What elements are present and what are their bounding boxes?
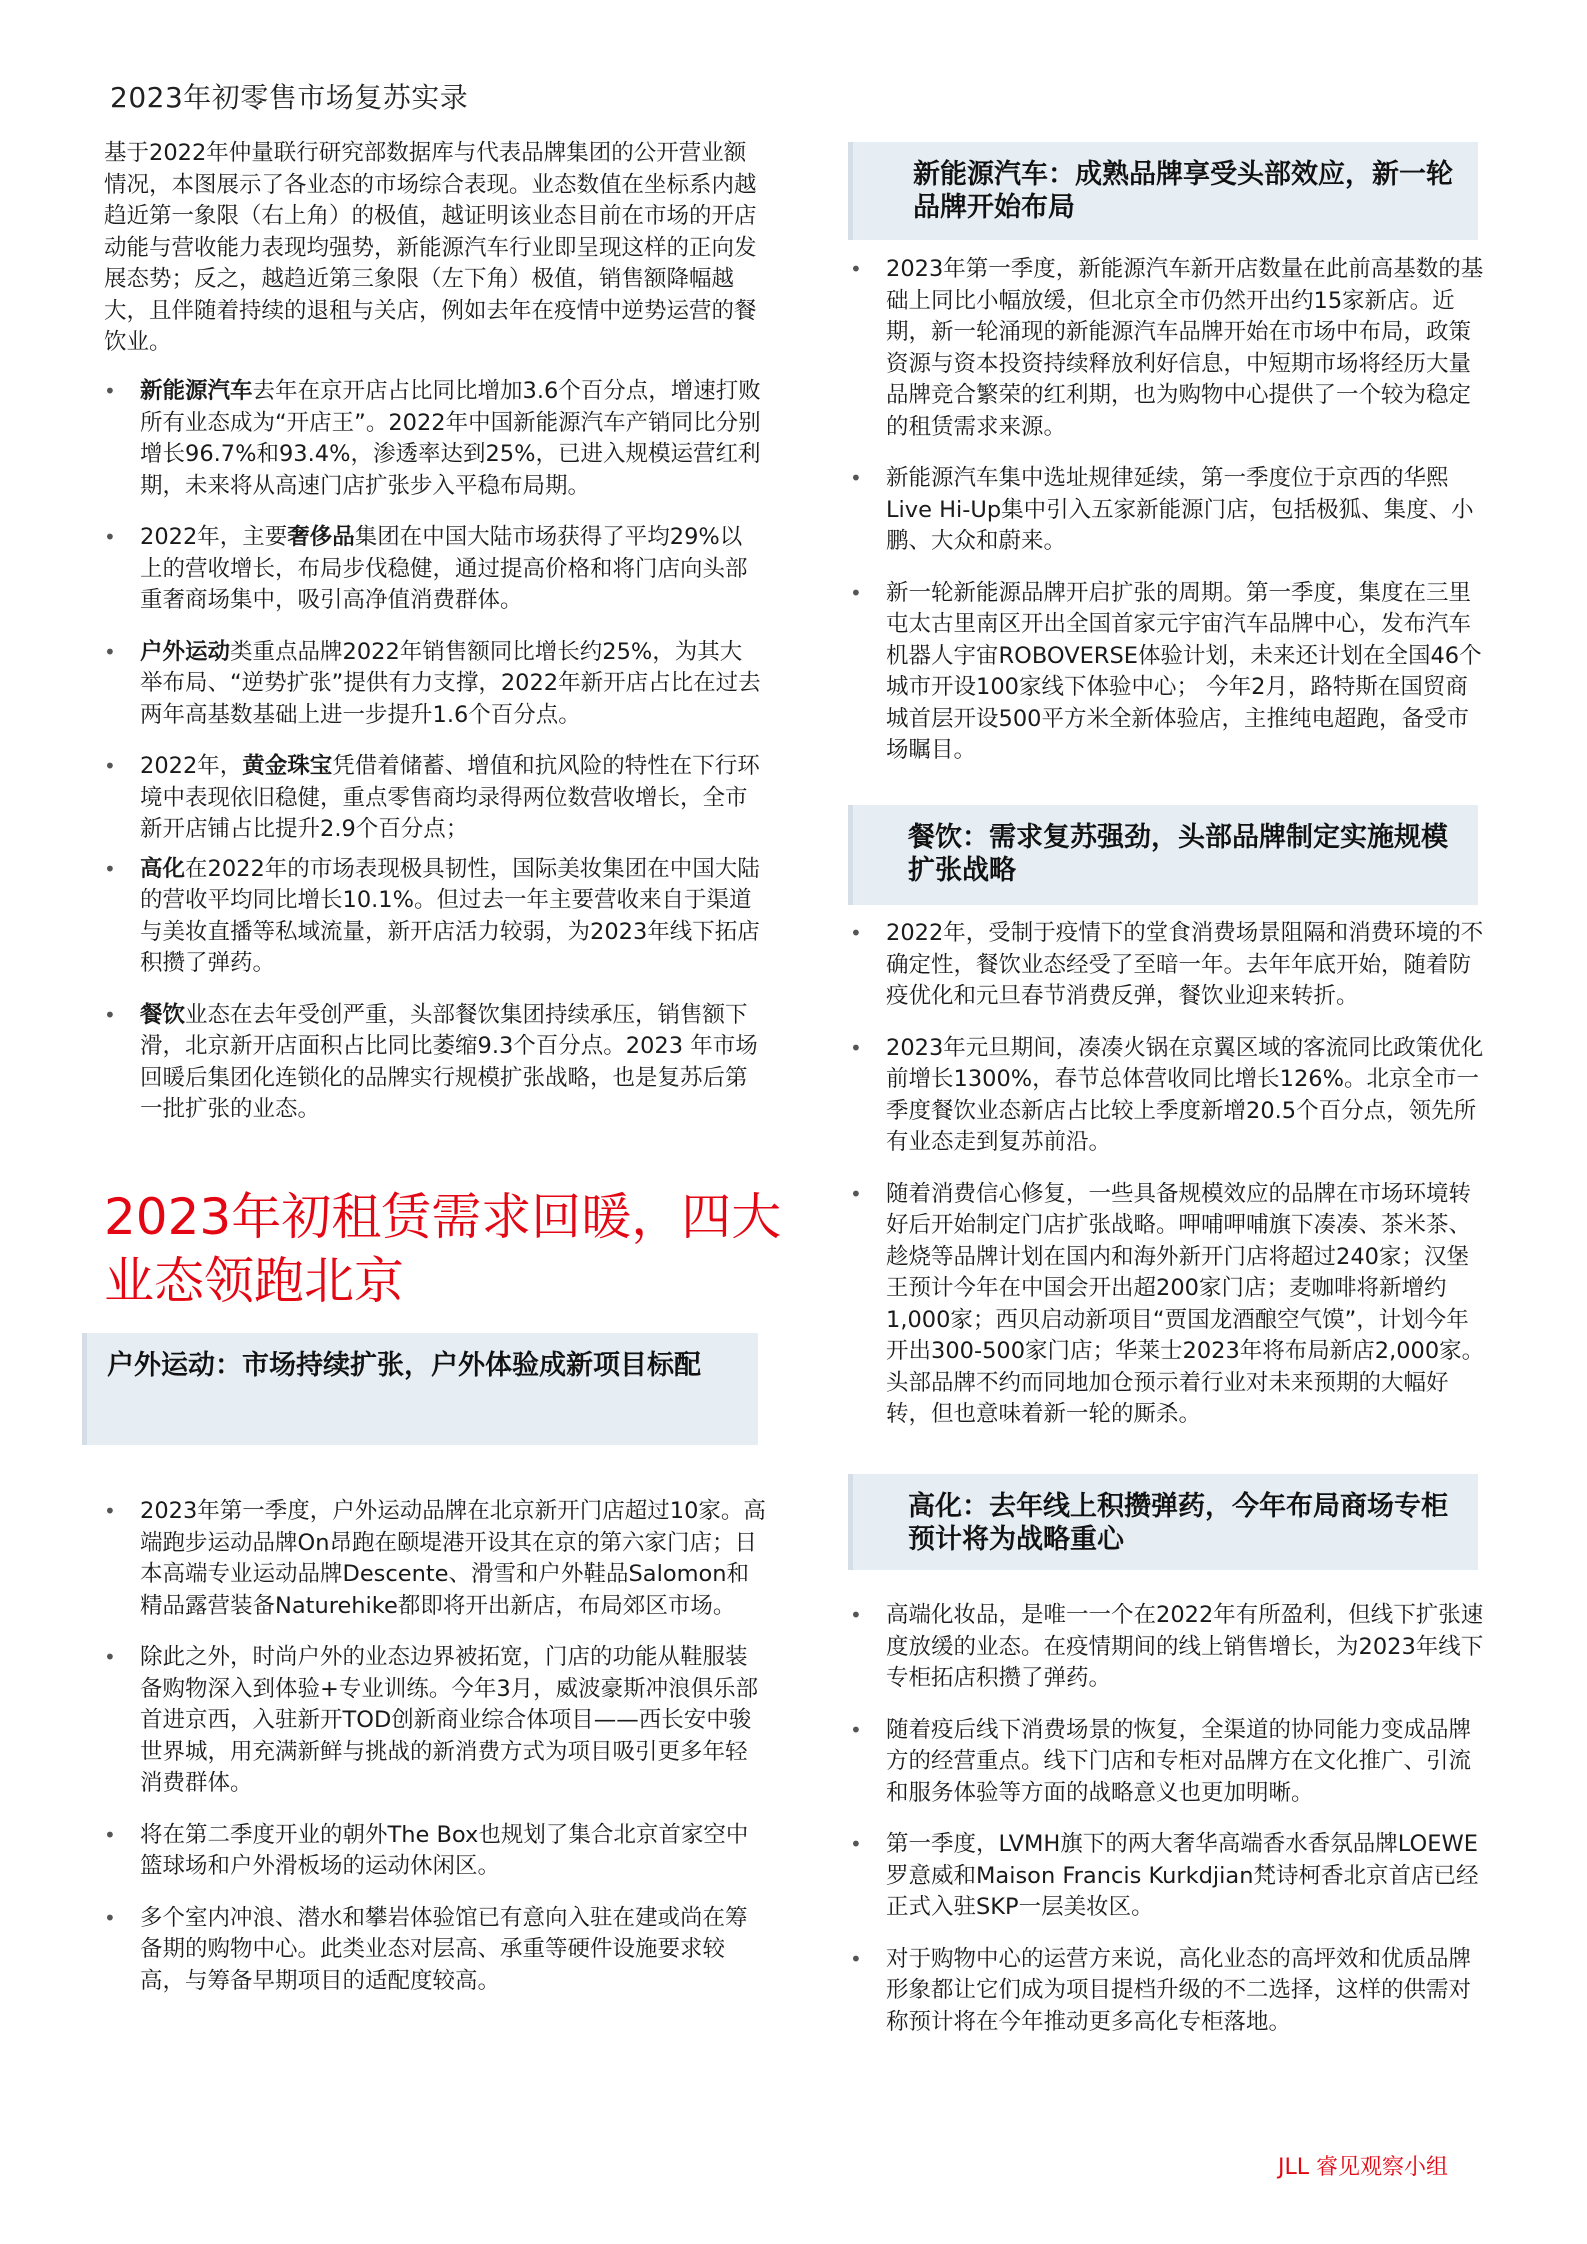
list-item: • 高端化妆品，是唯一一个在2022年有所盈利，但线下扩张速度放缓的业态。在疫情期间的线上销售增长，为2023年线下专柜拓店积攒了弹药。 xyxy=(850,1600,1485,1695)
section-title: 2023年初租赁需求回暖，四大业态领跑北京 xyxy=(104,1188,782,1310)
cosmetics-header-bar xyxy=(848,1474,1478,1570)
list-item: • 2022年，受制于疫情下的堂食消费场景阻隔和消费环境的不确定性，餐饮业态经受了至暗一年。去年年底开始，随着防疫优化和元旦春节消费反弹，餐饮业迎来转折。 xyxy=(850,918,1485,1013)
list-item: • 2023年元旦期间，凑凑火锅在京翼区域的客流同比政策优化前增长1300%，春节总体营收同比增长126%。北京全市一季度餐饮业态新店占比较上季度新增20.5个百分点，领先所有业态走到复苏前沿。 xyxy=(850,1033,1485,1159)
list-item: • 随着消费信心修复，一些具备规模效应的品牌在市场环境转好后开始制定门店扩张战略。呷哺呷哺旗下凑凑、茶米茶、趁烧等品牌计划在国内和海外新开门店将超过240家；汉堡王预计今年在中国会开出超200家门店；麦咖啡将新增约1,000家；西贝启动新项目“贾国龙酒酿空气馍”，计划今年开出300-500家门店；华莱士2023年将布局新店2,000家。头部品牌不约而同地加仓预示着行业对未来预期的大幅好转，但也意味着新一轮的厮杀。 xyxy=(850,1179,1485,1431)
list-item: • 多个室内冲浪、潜水和攀岩体验馆已有意向入驻在建或尚在筹备期的购物中心。此类业态对层高、承重等硬件设施要求较高，与筹备早期项目的适配度较高。 xyxy=(104,1903,766,1998)
list-item: • 2023年第一季度，户外运动品牌在北京新开门店超过10家。高端跑步运动品牌On昂跑在颐堤港开设其在京的第六家门店；日本高端专业运动品牌Descente、滑雪和户外鞋品Salomon和精品露营装备Naturehike都即将开出新店，布局郊区市场。 xyxy=(104,1496,766,1622)
list-item: • 2022年，黄金珠宝凭借着储蓄、增值和抗风险的特性在下行环境中表现依旧稳健，重点零售商均录得两位数营收增长，全市新开店铺占比提升2.9个百分点； xyxy=(104,751,764,846)
list-item: • 餐饮业态在去年受创严重，头部餐饮集团持续承压，销售额下滑，北京新开店面积占比同比萎缩9.3个百分点。2023 年市场回暖后集团化连锁化的品牌实行规模扩张战略，也是复苏后第一批扩张的业态。 xyxy=(104,1000,764,1126)
list-item: • 随着疫后线下消费场景的恢复，全渠道的协同能力变成品牌方的经营重点。线下门店和专柜对品牌方在文化推广、引流和服务体验等方面的战略意义也更加明晰。 xyxy=(850,1715,1485,1810)
outdoor-header-bar xyxy=(82,1333,758,1445)
nev-list xyxy=(850,254,1485,787)
list-item: • 新能源汽车集中选址规律延续，第一季度位于京西的华熙Live Hi-Up集中引入五家新能源门店，包括极狐、集度、小鹏、大众和蔚来。 xyxy=(850,463,1485,558)
page-header: 2023年初零售市场复苏实录 xyxy=(110,81,469,114)
intro-paragraph: 基于2022年仲量联行研究部数据库与代表品牌集团的公开营业额情况，本图展示了各业态的市场综合表现。业态数值在坐标系内越趋近第一象限（右上角）的极值，越证明该业态目前在市场的开店动能与营收能力表现均强势，新能源汽车行业即呈现这样的正向发展态势；反之，越趋近第三象限（左下角）极值，销售额降幅越大，且伴随着持续的退租与关店，例如去年在疫情中逆势运营的餐饮业。 xyxy=(104,140,757,355)
nev-title: 新能源汽车：成熟品牌享受头部效应，新一轮品牌开始布局 xyxy=(913,159,1453,223)
outdoor-title: 户外运动：市场持续扩张，户外体验成新项目标配 xyxy=(107,1350,701,1381)
list-item: • 将在第二季度开业的朝外The Box也规划了集合北京首家空中篮球场和户外滑板场的运动休闲区。 xyxy=(104,1820,766,1883)
list-item: • 2023年第一季度，新能源汽车新开店数量在此前高基数的基础上同比小幅放缓，但北京全市仍然开出约15家新店。近期，新一轮涌现的新能源汽车品牌开始在市场中布局，政策资源与资本投资持续释放利好信息，中短期市场将经历大量品牌竞合繁荣的红利期，也为购物中心提供了一个较为稳定的租赁需求来源。 xyxy=(850,254,1485,443)
list-item: • 除此之外，时尚户外的业态边界被拓宽，门店的功能从鞋服装备购物深入到体验+专业训练。今年3月，威波豪斯冲浪俱乐部首进京西，入驻新开TOD创新商业综合体项目——西长安中骏世界城，用充满新鲜与挑战的新消费方式为项目吸引更多年轻消费群体。 xyxy=(104,1642,766,1800)
dining-title: 餐饮：需求复苏强劲，头部品牌制定实施规模扩张战略 xyxy=(908,822,1448,886)
list-item: • 第一季度，LVMH旗下的两大奢华高端香水香氛品牌LOEWE罗意威和Maison Francis Kurkdjian梵诗柯香北京首店已经正式入驻SKP一层美妆区。 xyxy=(850,1829,1485,1924)
cosmetics-title: 高化：去年线上积攒弹药，今年布局商场专柜预计将为战略重心 xyxy=(908,1491,1448,1555)
dining-header-bar xyxy=(848,805,1478,905)
list-item: • 2022年，主要奢侈品集团在中国大陆市场获得了平均29%以上的营收增长，布局步伐稳健，通过提高价格和将门店向头部重奢商场集中，吸引高净值消费群体。 xyxy=(104,522,764,617)
list-item: • 户外运动类重点品牌2022年销售额同比增长约25%，为其大举布局、“逆势扩张”提供有力支撑，2022年新开店占比在过去两年高基数基础上进一步提升1.6个百分点。 xyxy=(104,637,764,732)
sector-summary-list xyxy=(104,376,764,1146)
list-item: • 对于购物中心的运营方来说，高化业态的高坪效和优质品牌形象都让它们成为项目提档升级的不二选择，这样的供需对称预计将在今年推动更多高化专柜落地。 xyxy=(850,1944,1485,2039)
list-item: • 高化在2022年的市场表现极具韧性，国际美妆集团在中国大陆的营收平均同比增长10.1%。但过去一年主要营收来自于渠道与美妆直播等私域流量，新开店活力较弱，为2023年线下拓店积攒了弹药。 xyxy=(104,854,764,980)
nev-header-bar xyxy=(848,142,1478,240)
outdoor-list xyxy=(104,1496,766,2017)
list-item: • 新能源汽车去年在京开店占比同比增加3.6个百分点，增速打败所有业态成为“开店王”。2022年中国新能源汽车产销同比分别增长96.7%和93.4%，渗透率达到25%，已进入规模运营红利期，未来将从高速门店扩张步入平稳布局期。 xyxy=(104,376,764,502)
footer-brand: JLL 睿见观察小组 xyxy=(1278,2155,1448,2180)
cosmetics-list xyxy=(850,1600,1485,2058)
list-item: • 新一轮新能源品牌开启扩张的周期。第一季度，集度在三里屯太古里南区开出全国首家元宇宙汽车品牌中心，发布汽车机器人宇宙ROBOVERSE体验计划，未来还计划在全国46个城市开设100家线下体验中心； 今年2月，路特斯在国贸商城首层开设500平方米全新体验店，主推纯电超跑，备受市场瞩目。 xyxy=(850,578,1485,767)
dining-list xyxy=(850,918,1485,1451)
